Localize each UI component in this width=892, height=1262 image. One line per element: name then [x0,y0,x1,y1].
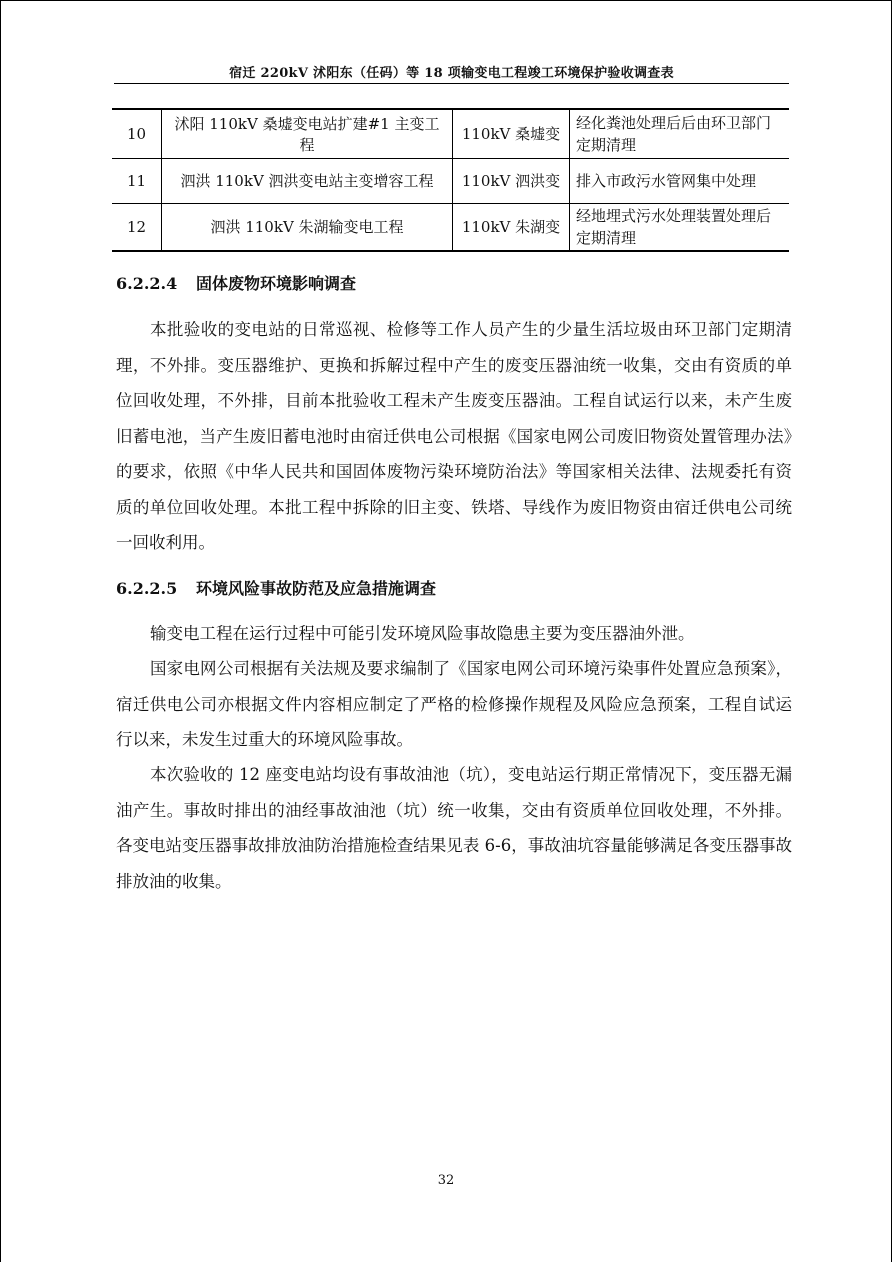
section-heading [116,576,436,599]
project-name: 泗洪 110kV 泗洪变电站主变增容工程 [162,158,453,203]
table-row [112,109,789,158]
station-name: 110kV 朱湖变 [453,203,570,251]
section-number: 6.2.2.5 [116,579,178,598]
page-border-top [0,0,892,1]
station-name: 110kV 桑墟变 [453,109,570,158]
project-name: 泗洪 110kV 朱湖输变电工程 [162,203,453,251]
treatment-method: 经地埋式污水处理装置处理后定期清理 [570,203,790,251]
section-title: 环境风险事故防范及应急措施调查 [196,579,437,598]
project-name: 沭阳 110kV 桑墟变电站扩建#1 主变工程 [162,109,453,158]
treatment-method: 经化粪池处理后后由环卫部门定期清理 [570,109,790,158]
paragraph: 输变电工程在运行过程中可能引发环境风险事故隐患主要为变压器油外泄。 [150,624,695,643]
section-title: 固体废物环境影响调查 [196,274,357,293]
page-border-left [0,0,1,1262]
row-index: 11 [112,158,162,203]
section-heading [116,271,356,294]
header-rule [114,83,789,84]
paragraph: 本次验收的 12 座变电站均设有事故油池（坑），变电站运行期正常情况下，变压器无漏油产生。事故时排出的油经事故油池（坑）统一收集，交由有资质单位回收处理，不外排。各变电站变压器事故排放油防治措施检查结果见表 6-6，事故油坑容量能够满足各变压器事故排放油的收集。 [116,765,792,891]
station-name: 110kV 泗洪变 [453,158,570,203]
table-row [112,203,789,251]
row-index: 12 [112,203,162,251]
table-row [112,158,789,203]
paragraph: 国家电网公司根据有关法规及要求编制了《国家电网公司环境污染事件处置应急预案》，宿迁供电公司亦根据文件内容相应制定了严格的检修操作规程及风险应急预案，工程自试运行以来，未发生过重大的环境风险事故。 [116,659,792,749]
section-number: 6.2.2.4 [116,274,178,293]
row-index: 10 [112,109,162,158]
running-header: 宿迁 220kV 沭阳东（任码）等 18 项输变电工程竣工环境保护验收调查表 [229,66,674,81]
treatment-method: 排入市政污水管网集中处理 [570,158,790,203]
wastewater-table [112,108,789,252]
paragraph: 本批验收的变电站的日常巡视、检修等工作人员产生的少量生活垃圾由环卫部门定期清理，不外排。变压器维护、更换和拆解过程中产生的废变压器油统一收集，交由有资质的单位回收处理，不外排，目前本批验收工程未产生废变压器油。工程自试运行以来，未产生废旧蓄电池，当产生废旧蓄电池时由宿迁供电公司根据《国家电网公司废旧物资处置管理办法》的要求，依照《中华人民共和国固体废物污染环境防治法》等国家相关法律、法规委托有资质的单位回收处理。本批工程中拆除的旧主变、铁塔、导线作为废旧物资由宿迁供电公司统一回收利用。 [116,320,792,552]
page-number: 32 [437,1173,455,1188]
